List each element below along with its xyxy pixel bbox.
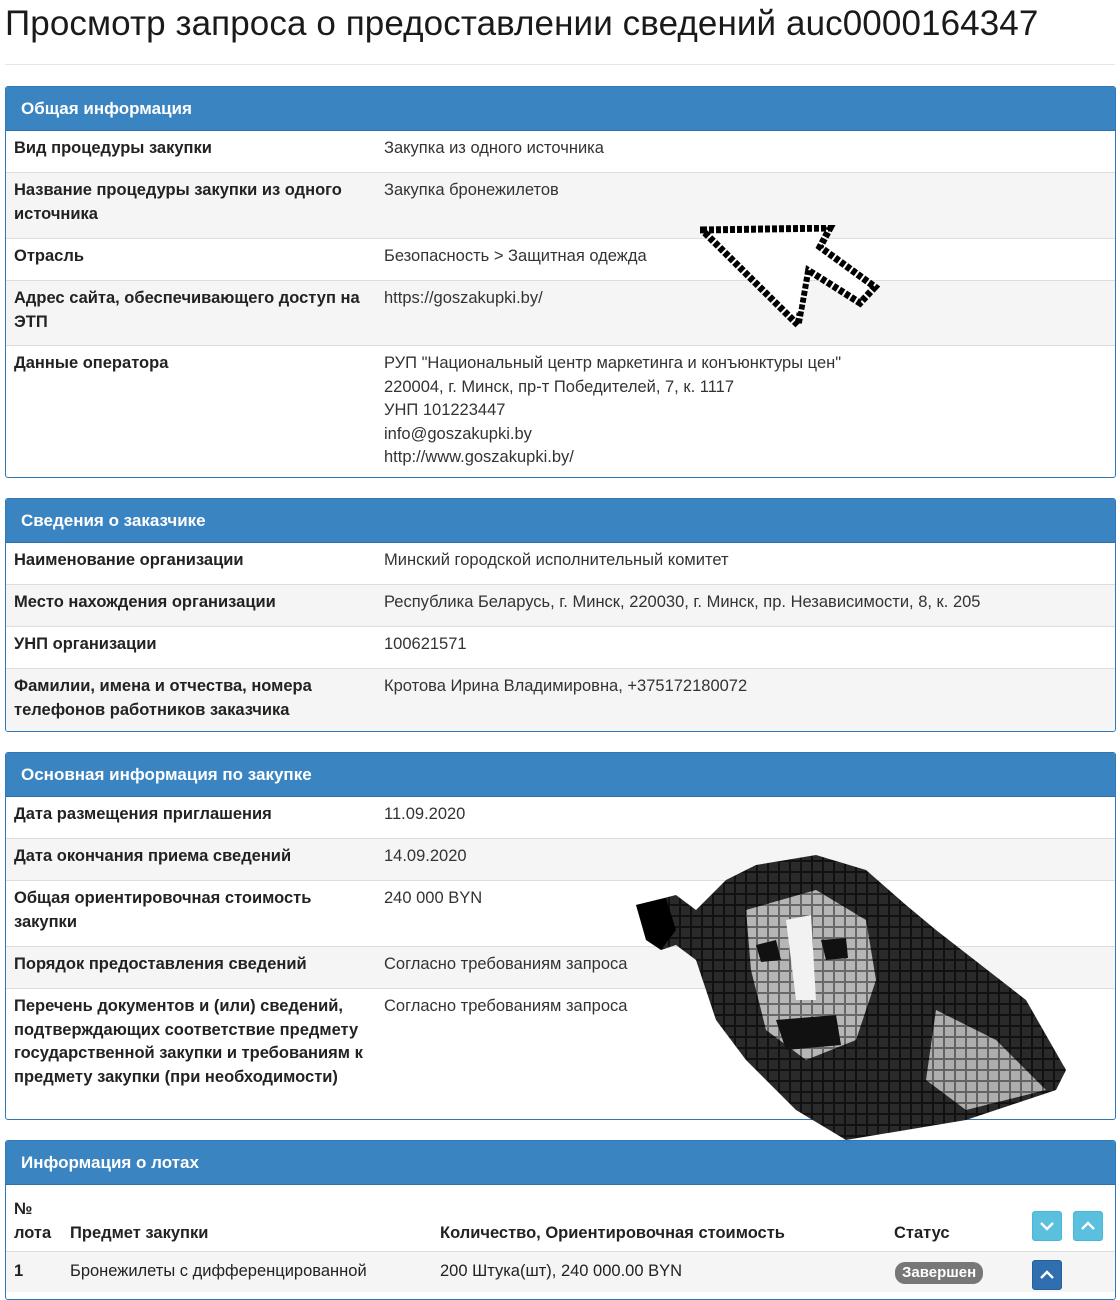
row-value: Республика Беларусь, г. Минск, 220030, г. Минск, пр. Независимости, 8, к. 205 <box>384 593 981 611</box>
row-label: Фамилии, имена и отчества, номера телефонов работников заказчика <box>14 677 312 719</box>
pixel-portrait-image <box>636 850 1076 1145</box>
row-label: Дата размещения приглашения <box>14 805 272 823</box>
row-label: Дата окончания приема сведений <box>14 847 292 865</box>
table-row <box>6 797 1115 838</box>
row-value: 240 000 BYN <box>384 889 483 907</box>
row-label: Вид процедуры закупки <box>14 139 212 157</box>
row-label: Название процедуры закупки из одного источника <box>14 181 342 223</box>
operator-website[interactable]: http://www.goszakupki.by/ <box>384 448 574 466</box>
row-value: Закупка из одного источника <box>384 139 604 157</box>
row-label: Общая ориентировочная стоимость закупки <box>14 889 312 931</box>
row-value: Кротова Ирина Владимировна, +375172180072 <box>384 677 748 695</box>
row-toggle-button[interactable] <box>1032 1260 1062 1290</box>
row-value: 11.09.2020 <box>384 805 466 823</box>
etp-link[interactable]: https://goszakupki.by/ <box>384 289 543 307</box>
operator-address: 220004, г. Минск, пр-т Победителей, 7, к. 1117 <box>384 377 734 396</box>
table-row <box>6 345 1115 478</box>
row-label: Порядок предоставления сведений <box>14 955 307 973</box>
lot-subject: Бронежилеты с дифференцированной <box>70 1262 367 1280</box>
operator-name: РУП "Национальный центр маркетинга и конъюнктуры цен" <box>384 354 842 372</box>
row-value: Согласно требованиям запроса <box>384 997 628 1015</box>
customer-info-panel <box>5 498 1116 732</box>
row-value: Закупка бронежилетов <box>384 181 559 199</box>
column-status: Статус <box>894 1223 950 1242</box>
table-row <box>6 668 1115 732</box>
row-value <box>376 346 1115 478</box>
table-row <box>6 172 1115 238</box>
lots-panel <box>5 1140 1116 1300</box>
chevron-down-icon <box>1039 1221 1055 1231</box>
table-row <box>6 543 1115 584</box>
lot-number: 1 <box>14 1262 24 1280</box>
table-row <box>6 584 1115 626</box>
panel-heading: Сведения о заказчике <box>6 499 1115 543</box>
operator-email[interactable]: info@goszakupki.by <box>384 424 532 443</box>
pixel-cursor-icon <box>700 225 880 330</box>
page-title: Просмотр запроса о предоставлении сведений auc0000164347 <box>5 4 1039 43</box>
panel-heading: Информация о лотах <box>6 1141 1115 1185</box>
chevron-up-icon <box>1039 1270 1055 1280</box>
table-row <box>6 131 1115 172</box>
row-value: 100621571 <box>384 635 467 653</box>
row-label: Данные оператора <box>14 354 169 372</box>
customer-info-table <box>6 543 1115 732</box>
lots-table-header <box>6 1185 1115 1252</box>
expand-all-button[interactable] <box>1032 1211 1062 1241</box>
operator-unp: УНП 101223447 <box>384 401 506 419</box>
lot-qty-cost: 200 Штука(шт), 240 000.00 BYN <box>440 1262 683 1280</box>
column-qty-cost: Количество, Ориентировочная стоимость <box>440 1223 785 1242</box>
row-value: Согласно требованиям запроса <box>384 955 628 973</box>
panel-heading: Общая информация <box>6 87 1115 131</box>
collapse-all-button[interactable] <box>1073 1211 1103 1241</box>
general-info-panel <box>5 86 1116 478</box>
row-value: 14.09.2020 <box>384 847 467 865</box>
row-label: Наименование организации <box>14 551 244 569</box>
table-row[interactable] <box>6 1252 1115 1292</box>
row-value: Минский городской исполнительный комитет <box>384 551 729 569</box>
column-lot-number: № лота <box>14 1200 52 1242</box>
row-label: Отрасль <box>14 247 84 265</box>
table-row <box>6 280 1115 345</box>
row-label: Перечень документов и (или) сведений, подтверждающих соответствие предмету государственной закупки и требованиям к предмету закупки (при необходимости) <box>14 997 363 1086</box>
column-subject: Предмет закупки <box>70 1223 209 1242</box>
panel-heading: Основная информация по закупке <box>6 753 1115 797</box>
title-divider <box>5 64 1115 65</box>
chevron-up-icon <box>1080 1221 1096 1231</box>
row-label: Адрес сайта, обеспечивающего доступ на ЭТП <box>14 289 360 331</box>
row-label: Место нахождения организации <box>14 593 276 611</box>
general-info-table <box>6 131 1115 478</box>
table-row <box>6 626 1115 668</box>
row-label: УНП организации <box>14 635 157 653</box>
table-row <box>6 238 1115 280</box>
status-badge: Завершен <box>895 1262 983 1284</box>
row-value: Безопасность > Защитная одежда <box>384 247 647 265</box>
